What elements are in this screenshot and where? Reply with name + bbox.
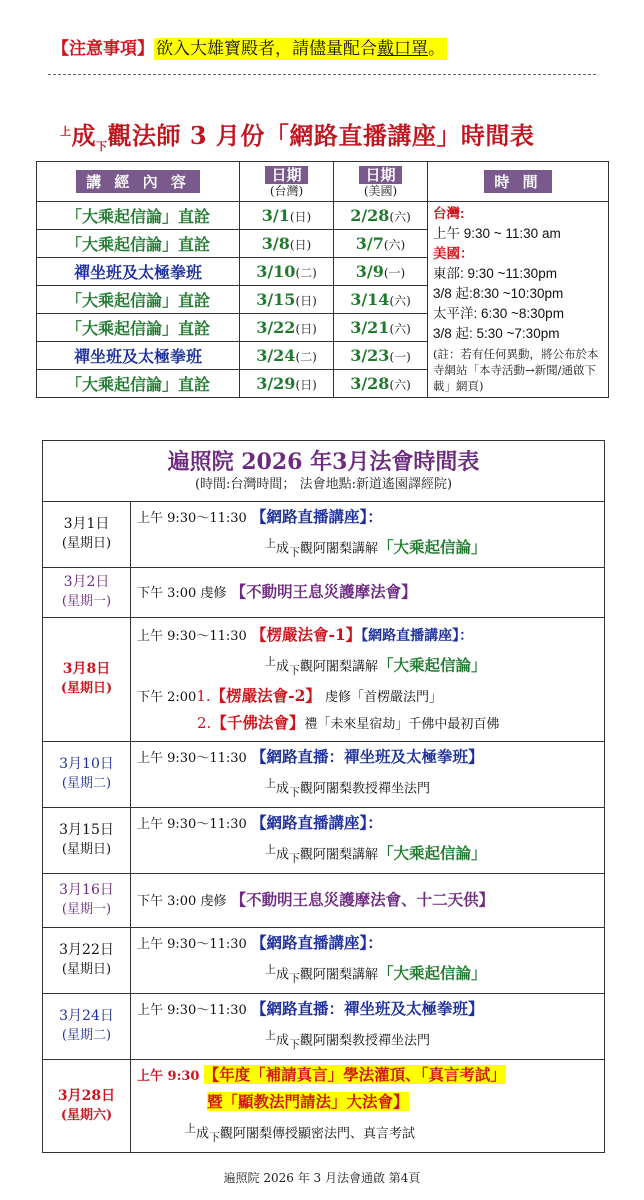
title-sub: 下 [96, 139, 108, 153]
row-tw-date: 3/10(二) [240, 258, 334, 286]
ceremony-schedule-table [42, 440, 605, 1153]
header-time: 時 間 [428, 162, 609, 202]
row-topic: 「大乘起信論」直詮 [37, 314, 240, 342]
row-topic: 禪坐班及太極拳班 [37, 342, 240, 370]
ceremony-event: 下午 3:00 虔修 【不動明王息災護摩法會、十二天供】 [131, 873, 605, 927]
row-us-date: 3/21(六) [334, 314, 428, 342]
row-us-date: 2/28(六) [334, 202, 428, 230]
notice-text-underlined: 戴口罩 [377, 39, 428, 59]
row-topic: 「大乘起信論」直詮 [37, 370, 240, 398]
ceremony-date: 3月28日 (星期六) [43, 1059, 131, 1152]
ceremony-row [43, 741, 605, 807]
ceremony-row [43, 617, 605, 741]
ceremony-subtitle: (時間:台灣時間； 法會地點:新道遙園譯經院) [194, 477, 453, 492]
ceremony-row [43, 873, 605, 927]
us-pacific-time: 太平洋: 6:30 ~8:30pm [433, 306, 564, 321]
ceremony-event: 上午 9:30～11:30 【網路直播：禪坐班及太極拳班】 $^上$成$_下$觀阿闍梨教授禪坐法門 [131, 993, 605, 1059]
ceremony-event: 上午 9:30 【年度「補請真言」學法灌頂、「真言考試」 暨「顯教法門請法」大法會】 $^上$成$_下$觀阿闍梨傳授顯密法門、真言考試 [131, 1059, 605, 1152]
tw-label: 台灣: [433, 206, 465, 221]
ceremony-date: 3月10日 (星期二) [43, 741, 131, 807]
us-pacific-time-after: 3/8 起: 5:30 ~7:30pm [433, 326, 560, 341]
us-east-time-after: 3/8 起:8:30 ~10:30pm [433, 286, 564, 301]
ceremony-date: 3月24日 (星期二) [43, 993, 131, 1059]
header-topic: 講 經 內 容 [37, 162, 240, 202]
row-topic: 禪坐班及太極拳班 [37, 258, 240, 286]
row-us-date: 3/28(六) [334, 370, 428, 398]
ceremony-title-row [43, 441, 605, 502]
us-east-time: 東部: 9:30 ~11:30pm [433, 266, 557, 281]
row-us-date: 3/23(一) [334, 342, 428, 370]
header-date-us: 日期 (美國) [334, 162, 428, 202]
time-info-cell [428, 202, 609, 398]
row-tw-date: 3/15(日) [240, 286, 334, 314]
ceremony-row [43, 807, 605, 873]
ceremony-event: 上午 9:30～11:30 【網路直播：禪坐班及太極拳班】 $^上$成$_下$觀阿闍梨教授禪坐法門 [131, 741, 605, 807]
ceremony-row [43, 502, 605, 568]
ceremony-title: 遍照院 2026 年3月法會時間表 [167, 449, 480, 475]
tw-time: 上午 9:30 ~ 11:30 am [433, 226, 561, 241]
row-us-date: 3/7(六) [334, 230, 428, 258]
row-topic: 「大乘起信論」直詮 [37, 230, 240, 258]
row-us-date: 3/14(六) [334, 286, 428, 314]
row-tw-date: 3/8(日) [240, 230, 334, 258]
ceremony-date: 3月22日 (星期日) [43, 927, 131, 993]
notice-text-after: 。 [428, 39, 445, 59]
notice-line [52, 34, 447, 59]
schedule-title [60, 116, 534, 154]
ceremony-date: 3月15日 (星期日) [43, 807, 131, 873]
row-tw-date: 3/1(日) [240, 202, 334, 230]
row-tw-date: 3/24(二) [240, 342, 334, 370]
row-tw-date: 3/29(日) [240, 370, 334, 398]
title-part1: 成 [71, 121, 96, 150]
ceremony-event: 下午 3:00 虔修 【不動明王息災護摩法會】 [131, 567, 605, 617]
us-label: 美國： [433, 246, 474, 261]
row-topic: 「大乘起信論」直詮 [37, 202, 240, 230]
ceremony-row [43, 567, 605, 617]
change-note: (註：若有任何異動，將公布於本寺網站「本寺活動→新聞/通啟下載」網頁) [433, 347, 599, 393]
notice-tag: 【注意事項】 [52, 39, 154, 59]
lecture-schedule-table [36, 161, 609, 398]
notice-text-before: 欲入大雄寶殿者，請儘量配合 [156, 39, 377, 59]
row-us-date: 3/9(一) [334, 258, 428, 286]
title-sup: 上 [60, 125, 72, 138]
row-tw-date: 3/22(日) [240, 314, 334, 342]
ceremony-date: 3月8日 (星期日) [43, 617, 131, 741]
row-topic: 「大乘起信論」直詮 [37, 286, 240, 314]
ceremony-date: 3月1日 (星期日) [43, 502, 131, 568]
ceremony-event: 上午 9:30～11:30 【楞嚴法會-1】【網路直播講座】： $^上$成$_下$觀阿闍梨講解「大乘起信論」 下午 2:001.【楞嚴法會-2】 虔修「首楞嚴法門」 2.【千佛法會】禮「未來星宿劫」千佛中最初百佛 [131, 617, 605, 741]
page-footer: 遍照院 2026 年 3 月法會通啟 第4頁 [223, 1171, 421, 1185]
notice-text [154, 38, 447, 60]
ceremony-date: 3月2日 (星期一) [43, 567, 131, 617]
ceremony-row [43, 927, 605, 993]
ceremony-event: 上午 9:30～11:30 【網路直播講座】： $^上$成$_下$觀阿闍梨講解「大乘起信論」 [131, 807, 605, 873]
ceremony-row [43, 993, 605, 1059]
title-part2: 觀法師 3 月份「網路直播講座」時間表 [107, 121, 535, 150]
table-header-row [37, 162, 609, 202]
header-date-tw: 日期 (台灣) [240, 162, 334, 202]
ceremony-row [43, 1059, 605, 1152]
table-row [37, 202, 609, 230]
ceremony-event: 上午 9:30～11:30 【網路直播講座】： $^上$成$_下$觀阿闍梨講解「大乘起信論」 [131, 502, 605, 568]
dashed-divider [48, 74, 596, 75]
ceremony-event: 上午 9:30～11:30 【網路直播講座】： $^上$成$_下$觀阿闍梨講解「大乘起信論」 [131, 927, 605, 993]
ceremony-date: 3月16日 (星期一) [43, 873, 131, 927]
